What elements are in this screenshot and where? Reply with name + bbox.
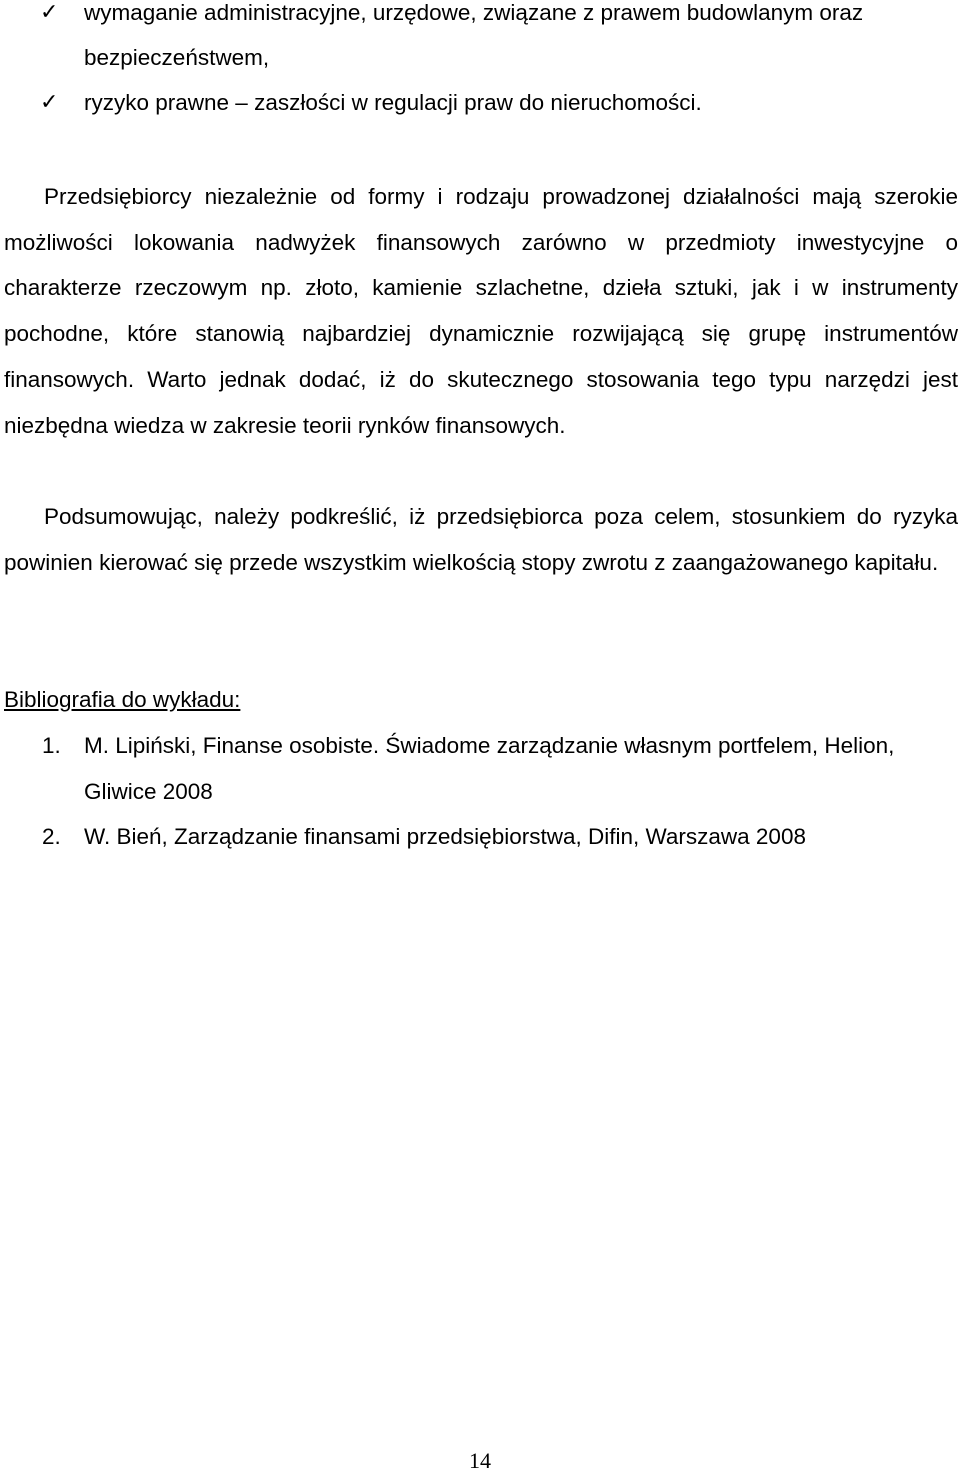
bibliography-list (0, 723, 960, 860)
bibliography-title: Bibliografia do wykładu: (4, 687, 241, 712)
paragraph: Przedsiębiorcy niezależnie od formy i rodzaju prowadzonej działalności mają szerokie możliwości lokowania nadwyżek finansowych zarówno w przedmioty inwestycyjne o charakterze rzeczowym np. złoto, kamienie szlachetne, dzieła sztuki, jak i w instrumenty pochodne, które stanowią najbardziej dynamicznie rozwijającą się grupę instrumentów finansowych. Warto jednak dodać, iż do skutecznego stosowania tego typu narzędzi jest niezbędna wiedza w zakresie teorii rynków finansowych. (4, 184, 958, 438)
paragraph: Podsumowując, należy podkreślić, iż przedsiębiorca poza celem, stosunkiem do ryzyka powinien kierować się przede wszystkim wielkością stopy zwrotu z zaangażowanego kapitału. (4, 504, 958, 575)
list-item-text: ryzyko prawne – zaszłości w regulacji praw do nieruchomości. (84, 90, 702, 115)
checklist (0, 0, 960, 125)
bibliography-item-number: 1. (42, 733, 61, 758)
checkmark-icon: ✓ (40, 0, 59, 25)
checkmark-icon: ✓ (40, 90, 59, 115)
bibliography-item (0, 814, 960, 860)
bibliography-item (0, 723, 960, 814)
bibliography-item-text: M. Lipiński, Finanse osobiste. Świadome zarządzanie własnym portfelem, Helion, Gliwice 2008 (84, 733, 895, 804)
list-item (0, 0, 960, 80)
bibliography-item-number: 2. (42, 824, 61, 850)
bibliography-item-text: W. Bień, Zarządzanie finansami przedsiębiorstwa, Difin, Warszawa 2008 (84, 824, 806, 850)
page-number: 14 (469, 1448, 491, 1473)
list-item (0, 80, 960, 125)
list-item-text: wymaganie administracyjne, urzędowe, związane z prawem budowlanym oraz bezpieczeństwem, (84, 0, 864, 70)
